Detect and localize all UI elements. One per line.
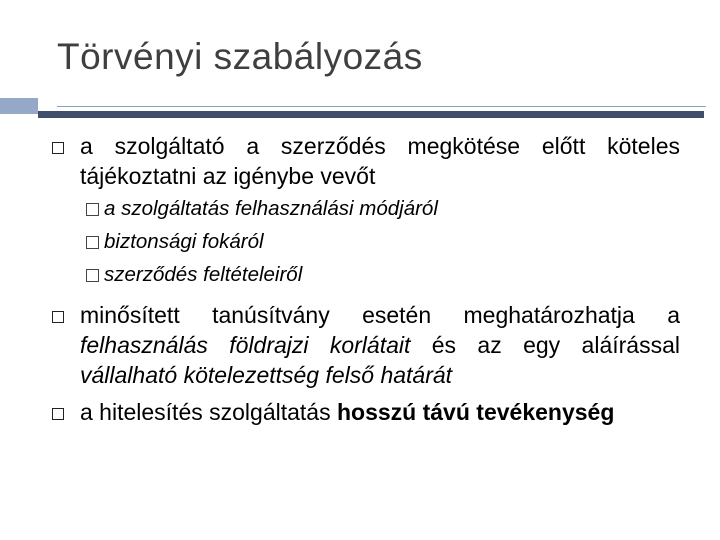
bullet-2-emphasis-1: felhasználás földrajzi korlátait — [80, 332, 411, 358]
sub-bullet-icon — [86, 236, 99, 249]
sub-bullet-icon — [86, 203, 99, 216]
slide-title: Törvényi szabályozás — [57, 36, 423, 77]
title-rule-bar — [38, 111, 704, 118]
sub-item-1 — [86, 197, 438, 227]
bullet-2-part-1: minősített tanúsítvány esetén meghatározhatja a — [80, 302, 680, 328]
sub-bullet-icon — [86, 269, 99, 282]
bullet-text-3 — [80, 397, 680, 427]
title-rule-accent — [0, 98, 38, 114]
bullet-square-icon — [52, 408, 64, 420]
title-rule-line — [57, 106, 706, 107]
bullet-3-bold: hosszú távú tevékenység — [336, 399, 615, 425]
sub-item-2-text: biztonsági fokáról — [104, 230, 264, 253]
sub-item-3-text: szerződés feltételeiről — [104, 263, 303, 286]
bullet-square-icon — [52, 311, 64, 323]
sub-item-1-text: a szolgáltatás felhasználási módjáról — [104, 197, 438, 220]
bullet-2-part-3: és az egy aláírással — [410, 332, 680, 358]
bullet-square-icon — [52, 142, 64, 154]
bullet-2-emphasis-2: vállalható kötelezettség felső határát — [80, 362, 453, 388]
bullet-text-2 — [80, 300, 680, 390]
bullet-3-part-1: a hitelesítés szolgáltatás — [80, 399, 337, 425]
bullet-text-1: a szolgáltató a szerződés megkötése előtt köteles tájékoztatni az igénybe vevőt — [80, 133, 680, 189]
sub-item-2 — [86, 230, 264, 260]
sub-item-3 — [86, 263, 302, 293]
